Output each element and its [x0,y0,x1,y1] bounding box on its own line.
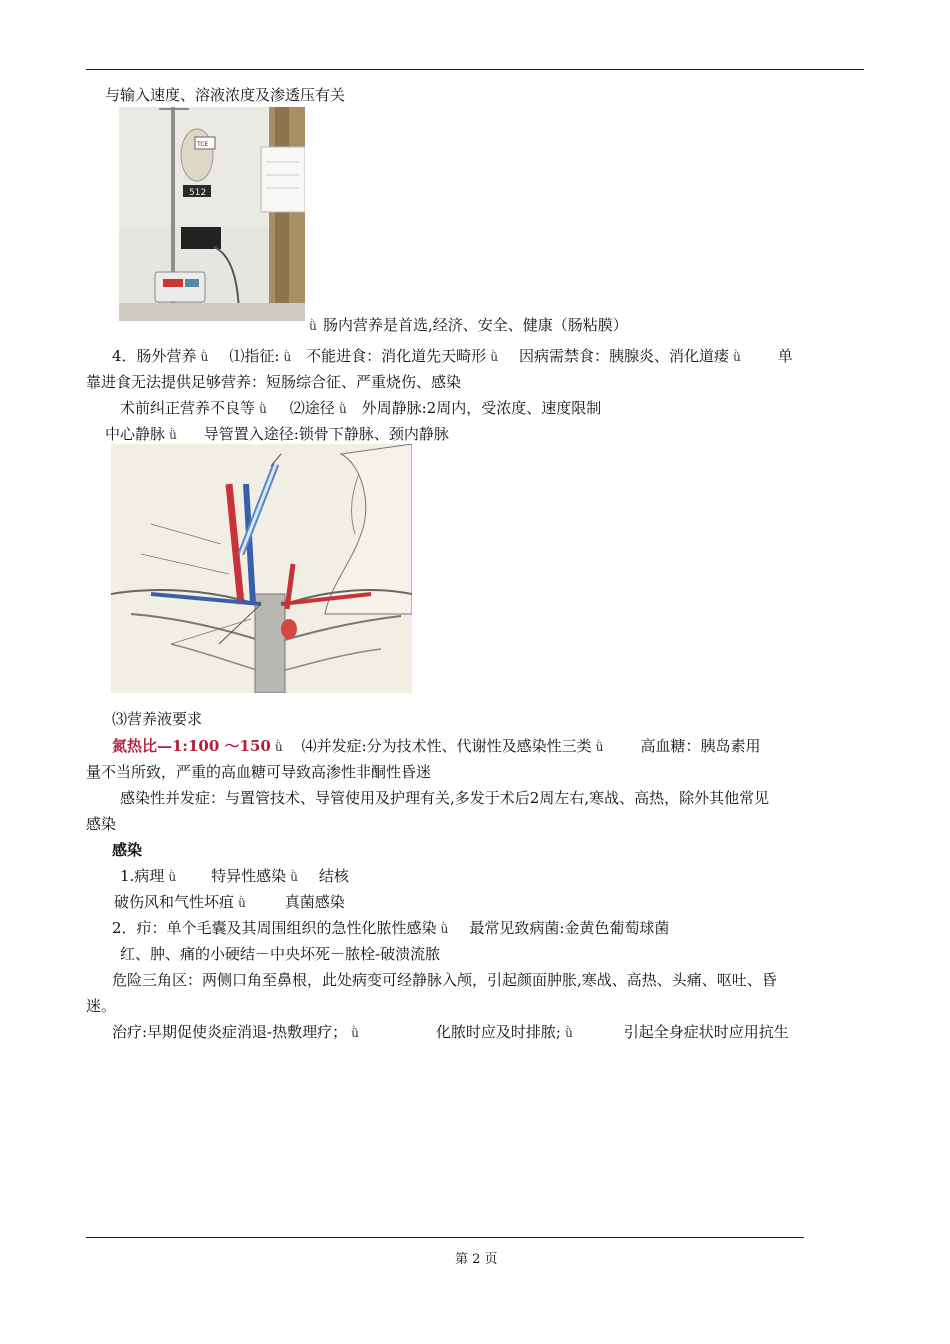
bullet-icon: ǜ [490,350,499,364]
bullet-icon: ǜ [565,1026,573,1040]
text-line: 破伤风和气性坏疽 ǜ 真菌感染 [114,893,345,911]
text-line: 感染性并发症：与置管技术、导管使用及护理有关,多发于术后2周左右,寒战、高热，除外其他常见 [120,789,770,807]
bullet-icon: ǜ [274,740,283,754]
text-line: 术前纠正营养不良等 ǜ ⑵途径 ǜ 外周静脉:2周内，受浓度、速度限制 [120,399,602,417]
footer-rule [86,1237,804,1238]
iv-stand-photo [119,107,305,321]
section-heading: 感染 [112,841,143,859]
text-line: 危险三角区：两侧口角至鼻根，此处病变可经静脉入颅，引起颜面肿胀,寒战、高热、头痛、呕吐、昏 [112,971,777,989]
text-line: 迷。 [86,997,117,1015]
text-line: 感染 [86,815,117,833]
text-line: 量不当所致，严重的高血糖可导致高渗性非酮性昏迷 [86,763,432,781]
bullet-icon: ǜ [351,1026,359,1040]
text-line: 靠进食无法提供足够营养：短肠综合征、严重烧伤、感染 [86,373,462,391]
bullet-icon: ǜ [200,350,209,364]
bullet-icon: ǜ [168,870,177,884]
bullet-icon: ǜ [238,896,246,910]
text-line: 4．肠外营养 ǜ ⑴指征: ǜ 不能进食：消化道先天畸形 ǜ 因病需禁食：胰腺炎、消化道瘘 ǜ 单 [112,347,793,365]
text-line: 2．疖：单个毛囊及其周围组织的急性化脓性感染 ǜ 最常见致病菌:金黄色葡萄球菌 [112,919,670,937]
bullet-icon: ǜ [259,402,267,416]
text-line: 与输入速度、溶液浓度及渗透压有关 [105,86,346,104]
text-line: 1.病理 ǜ 特异性感染 ǜ 结核 [120,867,349,885]
nitrogen-ratio-highlight: 氮热比—1:100 ～150 [112,737,271,755]
bullet-icon: ǜ [440,922,449,936]
svg-text:TCE: TCE [197,141,209,148]
bullet-icon: ǜ [733,350,741,364]
text-line: 治疗:早期促使炎症消退-热敷理疗； ǜ 化脓时应及时排脓; ǜ 引起全身症状时应用抗生 [112,1023,789,1041]
text-line: 中心静脉 ǜ 导管置入途径:锁骨下静脉、颈内静脉 [105,425,449,443]
bullet-icon: ǜ [169,428,177,442]
bullet-icon: ǜ [283,350,292,364]
bullet-icon: ǜ [290,870,298,884]
text-line: 氮热比—1:100 ～150 ǜ ⑷并发症:分为技术性、代谢性及感染性三类 ǜ 高血糖：胰岛素用 [112,737,761,755]
header-rule [86,69,864,70]
text-line: ǜ 肠内营养是首选,经济、安全、健康（肠粘膜） [305,315,628,336]
bullet-icon: ǜ [595,740,604,754]
svg-text:512: 512 [189,188,207,198]
bullet-icon: ǜ [309,319,317,333]
page-number: 第 2 页 [455,1252,498,1267]
bullet-icon: ǜ [338,402,347,416]
central-venous-anatomy-illustration [111,444,412,693]
text-line: 红、肿、痛的小硬结－中央坏死－脓栓-破溃流脓 [120,945,441,963]
text-line: ⑶营养液要求 [112,710,203,728]
